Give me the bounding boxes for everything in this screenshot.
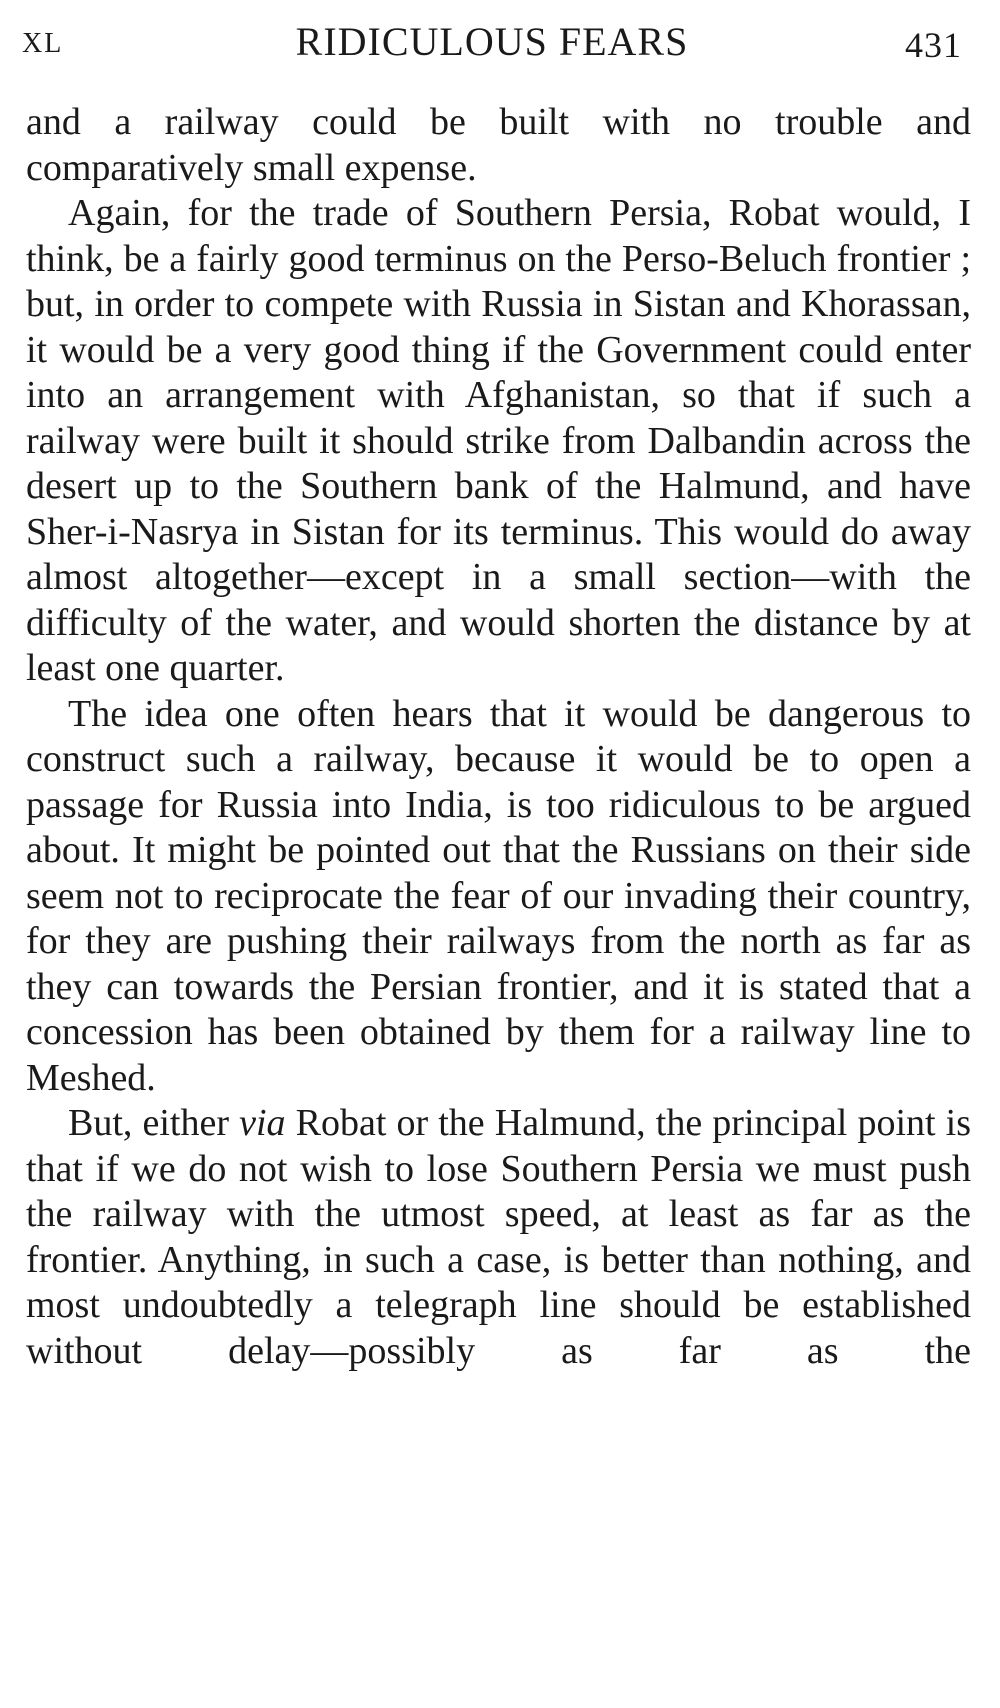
running-head [22,14,962,70]
paragraph-text-start: But, either [68,1102,240,1144]
paragraph-ridiculous-fears: The idea one often hears that it would be dangerous to construct such a railway, because it would be to open a passage for Russia into India, is too ridiculous to be argued about. It might be pointed out that the Russians on their side seem not to reciprocate the fear of our invading their country, for they are pushing their railways from the north as far as they can towards the Persian frontier, and it is stated that a concession has been obtained by them for a railway line to Meshed. [26,692,971,1099]
paragraph-robat-terminus: Again, for the trade of Southern Persia, Robat would, I think, be a fairly good terminus on the Perso-Beluch frontier ; but, in order to compete with Russia in Sistan and Khorassan, it would be a very good thing if the Government could enter into an arrangement with Afghanistan, so that if such a railway were built it should strike from Dalbandin across the desert up to the Southern bank of the Halmund, and have Sher-i-Nasrya in Sistan for its terminus. This would do away almost altogether—except in a small section—with the difficulty of the water, and would shorten the distance by at least one quarter. [26,192,971,689]
page-number: 431 [905,25,962,65]
page-title: RIDICULOUS FEARS [295,19,689,64]
paragraph-via-robat [26,1101,971,1374]
body-text [26,100,971,1374]
paragraph-continuation: and a railway could be built with no trouble and comparatively small expense. [26,101,971,189]
chapter-number: XL [22,28,64,59]
italic-via: via [239,1102,286,1144]
paragraph-text-end: Robat or the Halmund, the principal point is that if we do not wish to lose Southern Persia we must push the railway with the utmost speed, at least as far as the frontier. Anything, in such a case, is better than nothing, and most undoubtedly a telegraph line should be established without delay—possibly as far as the [26,1102,971,1372]
